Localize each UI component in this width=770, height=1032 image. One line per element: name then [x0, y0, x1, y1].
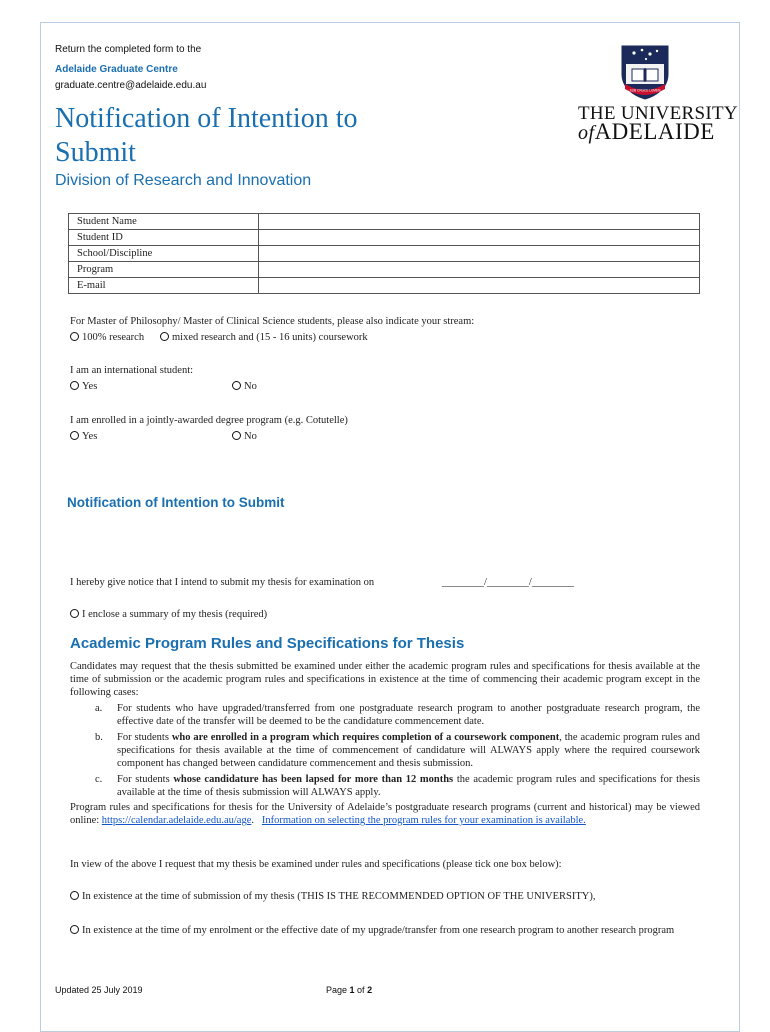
rule-case-b: [95, 731, 701, 770]
radio-icon[interactable]: [70, 431, 79, 440]
rules-intro: Candidates may request that the thesis submitted be examined under either the academic program rules and specifications for thesis available at the time of submission or the academic program rules and specifications in existence at the time of commencing their academic program except in the following cases:: [70, 661, 700, 698]
online-text: Program rules and specifications for thesis for the University of Adelaide’s postgraduate research programs (current and historical) may be viewed online:: [70, 802, 700, 826]
program-rules-info-link[interactable]: Information on selecting the program rules for your examination is available.: [261, 815, 586, 826]
table-row: [69, 230, 700, 246]
joint-yes-label: Yes: [82, 431, 98, 442]
page-title: Notification of Intention to Submit: [55, 103, 358, 168]
rule-case-c: [95, 773, 701, 799]
international-no-label: No: [244, 381, 257, 392]
joint-no-label: No: [244, 431, 257, 442]
email-label: E-mail: [69, 278, 259, 294]
case-a-marker: a.: [95, 703, 103, 714]
case-b-marker: b.: [95, 732, 103, 743]
option-submission-rules[interactable]: [70, 891, 700, 902]
svg-text:SUB CRUCE LUMEN: SUB CRUCE LUMEN: [629, 88, 661, 93]
checkbox-icon[interactable]: [70, 609, 79, 618]
radio-icon[interactable]: [70, 332, 79, 341]
case-c-post: the academic program rules and specifications for thesis available at the time of thesis submission will ALWAYS apply.: [117, 774, 701, 798]
program-field[interactable]: [259, 262, 700, 278]
stream-option-research-label: 100% research: [82, 332, 145, 343]
centre-name: Adelaide Graduate Centre: [55, 64, 178, 75]
stream-question: For Master of Philosophy/ Master of Clinical Science students, please also indicate your stream:: [70, 316, 475, 327]
school-discipline-label: School/Discipline: [69, 246, 259, 262]
table-row: [69, 246, 700, 262]
stream-option-mixed-label: mixed research and (15 - 16 units) coursework: [172, 332, 368, 343]
footer-page-number: Page 1 of 2: [326, 985, 373, 995]
joint-yes[interactable]: [70, 431, 97, 442]
stream-option-mixed[interactable]: [160, 332, 368, 343]
student-id-field[interactable]: [259, 230, 700, 246]
option-enrolment-label: In existence at the time of my enrolment or the effective date of my upgrade/transfer from one research program to another research program: [82, 925, 675, 936]
table-row: [69, 262, 700, 278]
return-instruction: Return the completed form to the: [55, 44, 202, 55]
case-c-pre: For students: [117, 774, 174, 785]
summary-option-label: I enclose a summary of my thesis (required): [82, 609, 268, 620]
footer-updated: Updated 25 July 2019: [55, 985, 143, 995]
joint-degree-question: I am enrolled in a jointly-awarded degree program (e.g. Cotutelle): [70, 415, 348, 426]
stream-option-research[interactable]: [70, 332, 144, 343]
university-crest-icon: [620, 44, 670, 100]
radio-icon[interactable]: [232, 431, 241, 440]
case-b-pre: For students: [117, 732, 172, 743]
student-details-table: [68, 213, 700, 294]
radio-icon[interactable]: [232, 381, 241, 390]
case-b-post: , the academic program rules and specifications for thesis available at the time of commencement of candidature will ALWAYS apply where the required coursework component has changed between candidature commencement and thesis submission.: [117, 732, 701, 769]
summary-option[interactable]: [70, 609, 267, 620]
email-field[interactable]: [259, 278, 700, 294]
request-statement: In view of the above I request that my thesis be examined under rules and specifications (please tick one box below):: [70, 859, 562, 870]
case-c-bold: whose candidature has been lapsed for more than 12 months: [173, 774, 454, 785]
rules-online-text: Program rules and specifications for thesis for the University of Adelaide’s postgraduate research programs (current and historical) may be viewed online: https://calendar.adelaide.edu.au/age. Information on selecting the program rules for your examination is available.: [70, 802, 700, 826]
school-discipline-field[interactable]: [259, 246, 700, 262]
submission-date-field[interactable]: ________/________/________: [442, 577, 574, 588]
case-a-text: For students who have upgraded/transferred from one postgraduate research program to another postgraduate research program, the effective date of the transfer will be deemed to be the candidature commencement date.: [117, 703, 700, 727]
international-no[interactable]: [232, 381, 257, 392]
radio-icon[interactable]: [70, 381, 79, 390]
checkbox-icon[interactable]: [70, 925, 79, 934]
international-yes-label: Yes: [82, 381, 98, 392]
checkbox-icon[interactable]: [70, 891, 79, 900]
international-yes[interactable]: [70, 381, 97, 392]
joint-no[interactable]: [232, 431, 257, 442]
calendar-link[interactable]: https://calendar.adelaide.edu.au/age: [101, 815, 252, 826]
centre-email[interactable]: graduate.centre@adelaide.edu.au: [55, 80, 207, 91]
option-submission-label: In existence at the time of submission of my thesis (THIS IS THE RECOMMENDED OPTION OF THE UNIVERSITY),: [82, 891, 596, 902]
student-name-field[interactable]: [259, 214, 700, 230]
logo-line-university: THE UNIVERSITY: [578, 103, 738, 124]
notification-heading: Notification of Intention to Submit: [67, 495, 285, 510]
case-c-marker: c.: [95, 774, 103, 785]
radio-icon[interactable]: [160, 332, 169, 341]
rules-heading: Academic Program Rules and Specifications for Thesis: [70, 635, 465, 652]
table-row: [69, 214, 700, 230]
table-row: [69, 278, 700, 294]
case-b-bold: who are enrolled in a program which requires completion of a coursework component: [171, 732, 560, 743]
student-id-label: Student ID: [69, 230, 259, 246]
division-subtitle: Division of Research and Innovation: [55, 172, 312, 189]
logo-line-adelaide: [578, 119, 715, 145]
program-label: Program: [69, 262, 259, 278]
rule-case-a: [95, 702, 700, 728]
international-question: I am an international student:: [70, 365, 194, 376]
student-name-label: Student Name: [69, 214, 259, 230]
logo-of: of: [578, 122, 595, 144]
notice-statement: I hereby give notice that I intend to submit my thesis for examination on: [70, 577, 375, 588]
option-enrolment-rules[interactable]: [70, 924, 700, 937]
logo-adelaide: ADELAIDE: [594, 119, 715, 144]
